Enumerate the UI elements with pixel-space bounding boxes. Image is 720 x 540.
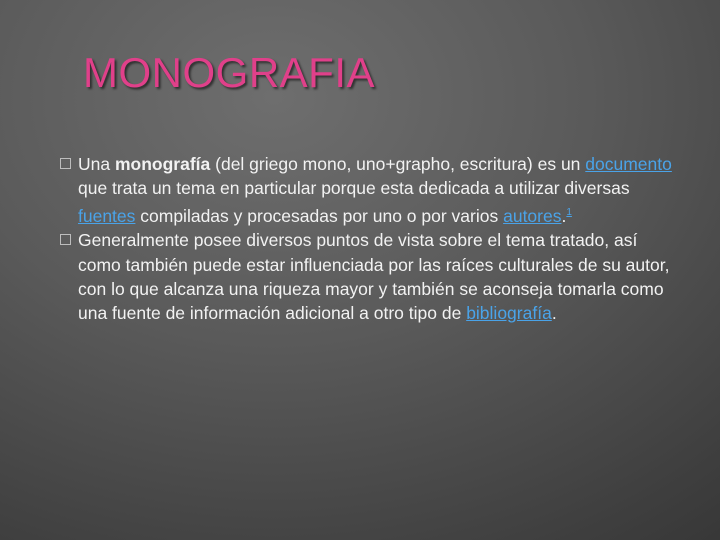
reference-link[interactable]: 1: [566, 206, 572, 218]
bullet-text: compiladas y procesadas por uno o por varios: [135, 205, 504, 226]
slide-title: MONOGRAFIA: [83, 49, 376, 96]
square-bullet-icon: [60, 234, 71, 245]
bold-term: monografía: [114, 154, 211, 174]
link-fuentes[interactable]: fuentes: [78, 205, 136, 226]
bullet-text: Una: [78, 154, 115, 174]
link-bibliografia[interactable]: bibliografía: [466, 303, 552, 324]
bullet-text: .: [561, 205, 567, 226]
bullet-text: que trata un tema en particular porque esta dedicada a utilizar diversas: [78, 178, 630, 199]
bullet-text: Generalmente posee diversos puntos de vista sobre el tema tratado, así como también puede estar influenciada por las raíces culturales de su autor, con lo que alcanza una riqueza mayor y también se aconseja tomarla como una fuente de información adicional a otro tipo de: [78, 230, 670, 324]
link-autores[interactable]: autores: [503, 205, 562, 226]
list-item: [60, 152, 680, 228]
bullet-text: (del griego mono, uno+grapho, escritura) es un: [210, 154, 586, 174]
square-bullet-icon: [60, 158, 71, 169]
list-item: [60, 228, 680, 326]
link-documento[interactable]: documento: [585, 154, 672, 174]
bullet-text: .: [551, 303, 557, 324]
bullet-list: [60, 152, 680, 326]
